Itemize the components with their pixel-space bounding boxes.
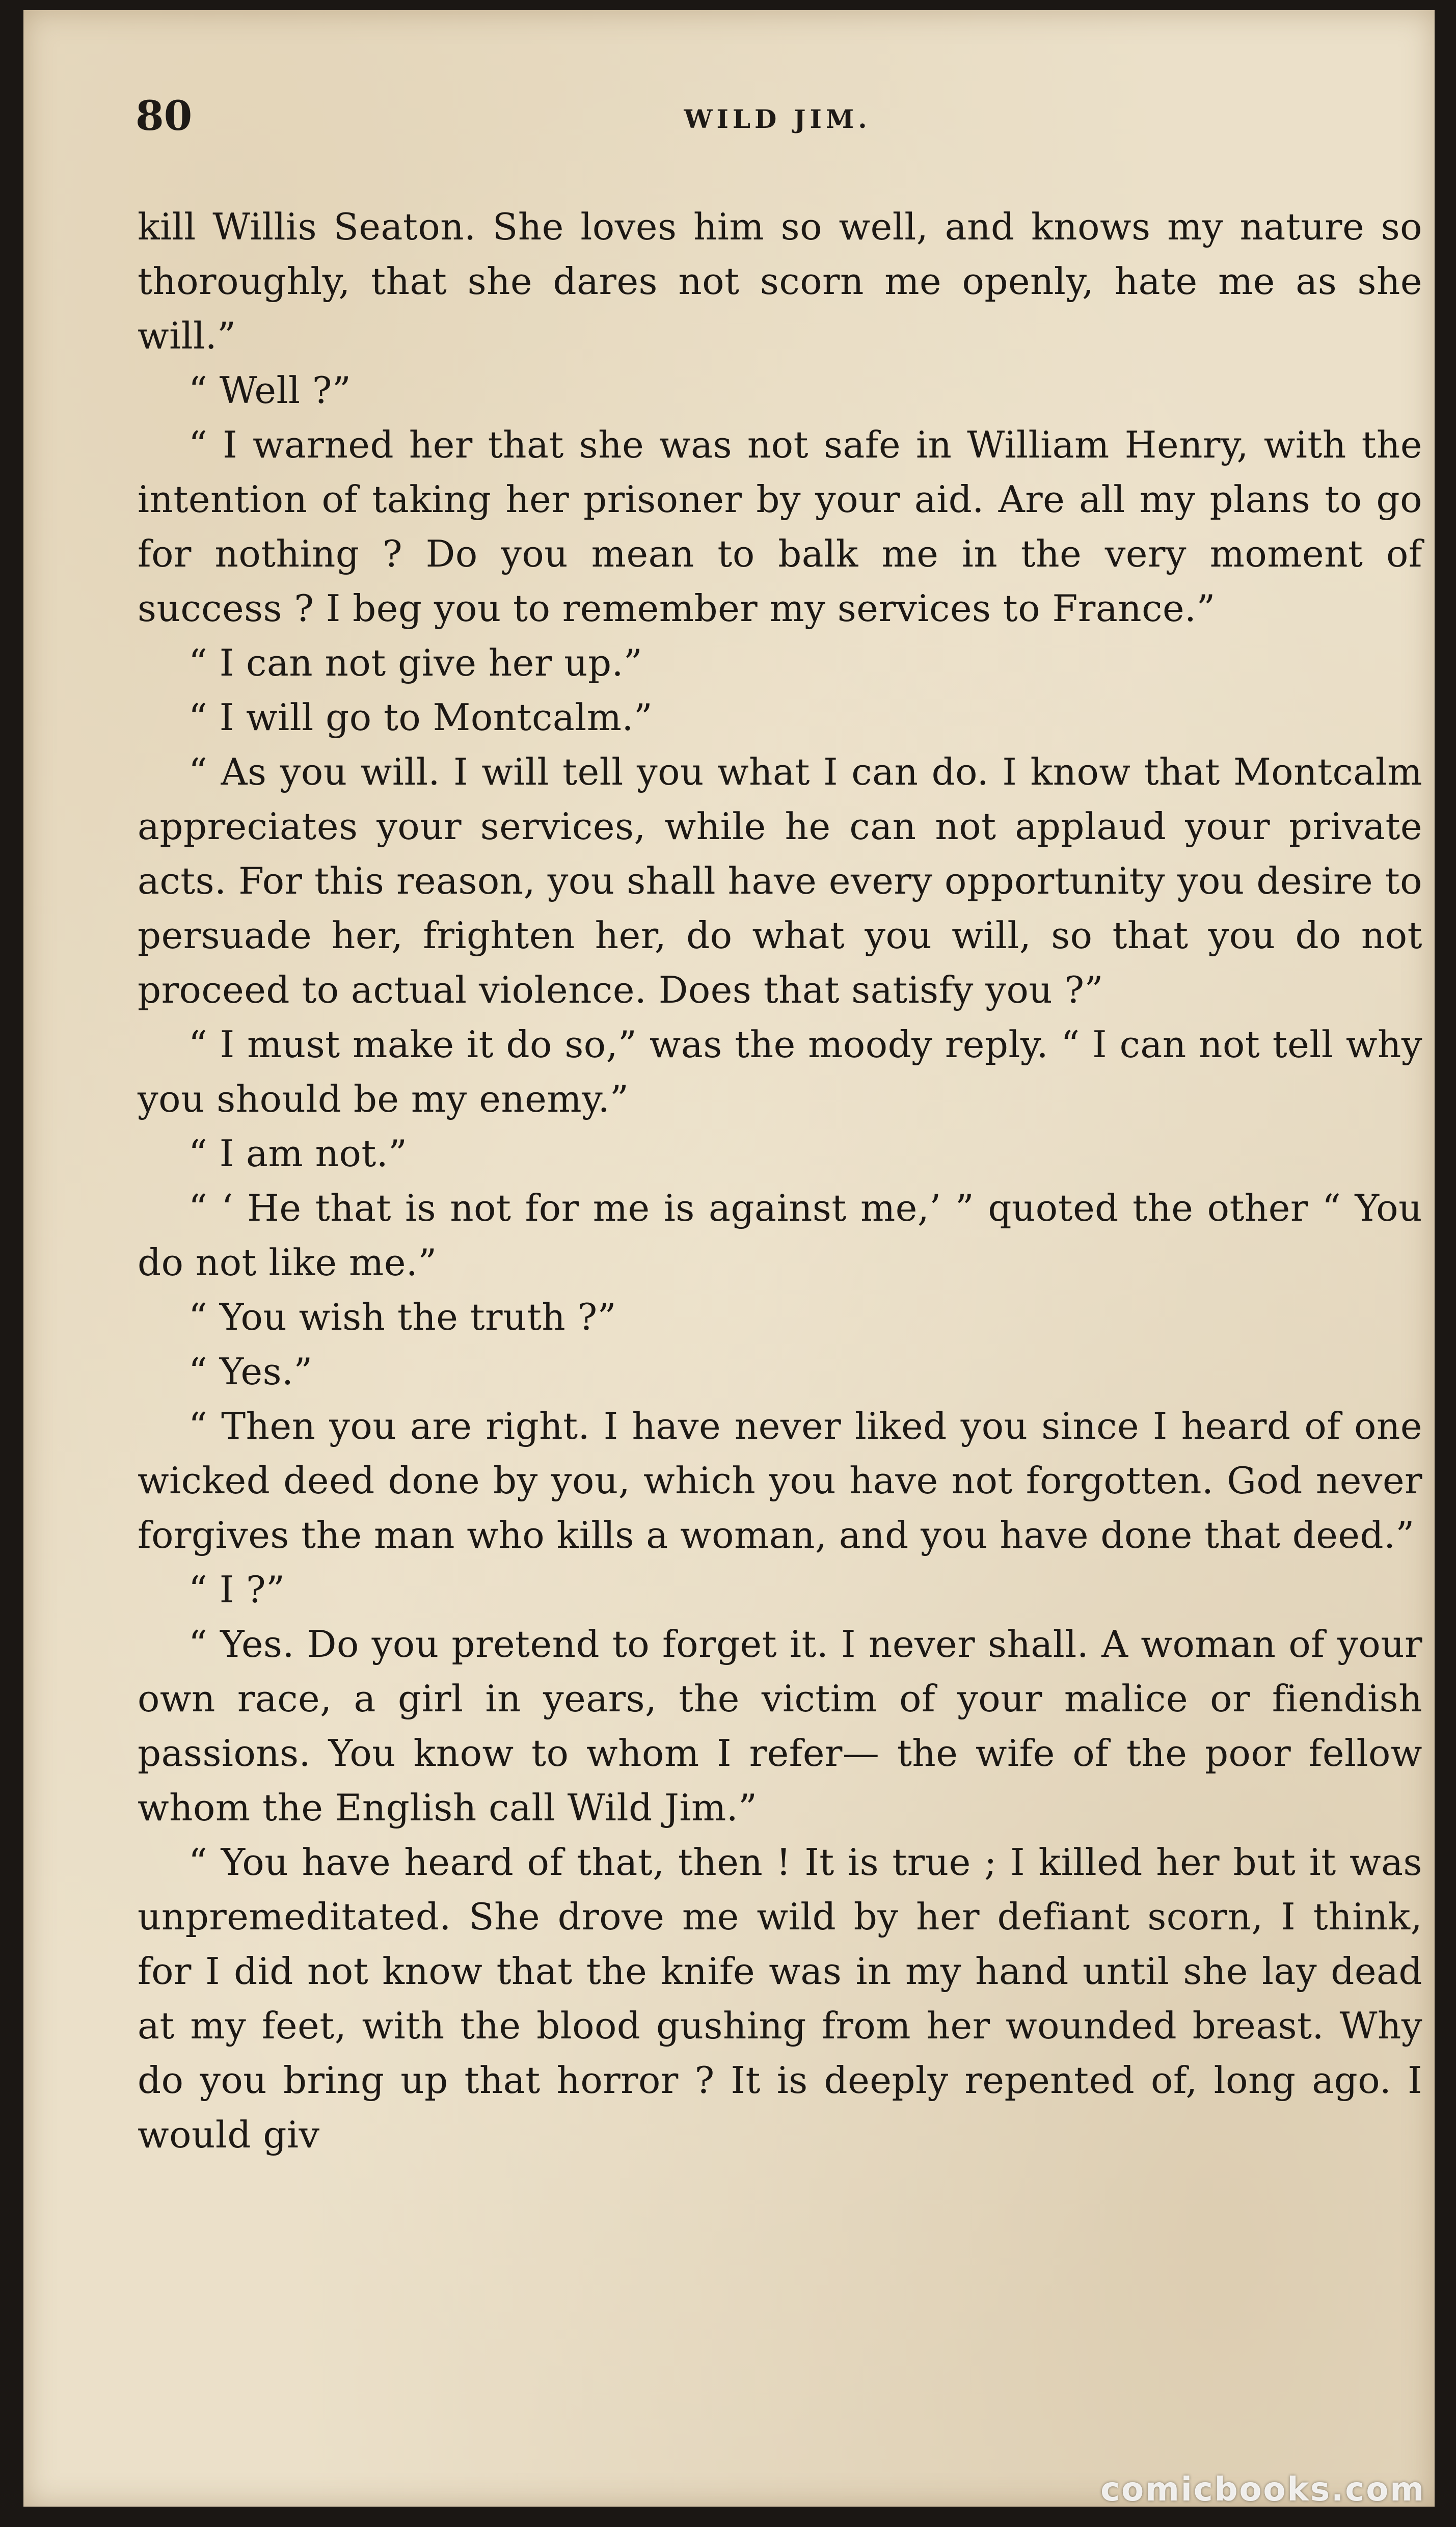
body-text bbox=[138, 200, 1422, 2162]
paragraph: “ ‘ He that is not for me is against me,’ ” quoted the other “ You do not like me.” bbox=[138, 1187, 1422, 1284]
paragraph: “ I ?” bbox=[188, 1568, 285, 1611]
site-watermark: comicbooks.com bbox=[1100, 2471, 1425, 2509]
paragraph: “ Yes.” bbox=[188, 1350, 313, 1393]
paragraph: “ As you will. I will tell you what I can do. I know that Montcalm appreciates your services, while he can not applaud your private acts. For this reason, you shall have every opportunity you desire to persuade her, frighten her, do what you will, so that you do not proceed to actual violence. Does that satisfy you ?” bbox=[138, 750, 1422, 1011]
paragraph: “ I will go to Montcalm.” bbox=[188, 696, 653, 739]
running-title: WILD JIM. bbox=[684, 104, 871, 134]
paragraph: “ Well ?” bbox=[188, 369, 352, 412]
paragraph: “ Then you are right. I have never liked you since I heard of one wicked deed done by you, which you have not forgotten. God never forgives the man who kills a woman, and you have done that deed.” bbox=[138, 1405, 1422, 1556]
paragraph: kill Willis Seaton. She loves him so well, and knows my nature so thoroughly, that she dares not scorn me openly, hate me as she will.” bbox=[138, 205, 1422, 357]
book-page bbox=[23, 10, 1435, 2507]
running-head bbox=[136, 92, 1419, 153]
page-number: 80 bbox=[136, 92, 193, 140]
paragraph: “ You have heard of that, then ! It is true ; I killed her but it was unpremeditated. She drove me wild by her defiant scorn, I think, for I did not know that the knife was in my hand until she lay dead at my feet, with the blood gushing from her wounded breast. Why do you bring up that horror ? It is deeply repented of, long ago. I would giv bbox=[138, 1841, 1422, 2156]
paragraph: “ You wish the truth ?” bbox=[188, 1296, 617, 1338]
paragraph: “ Yes. Do you pretend to forget it. I never shall. A woman of your own race, a girl in years, the victim of your malice or fiendish passions. You know to whom I refer— the wife of the poor fellow whom the English call Wild Jim.” bbox=[138, 1623, 1422, 1829]
paragraph: “ I am not.” bbox=[188, 1132, 408, 1175]
paragraph: “ I must make it do so,” was the moody reply. “ I can not tell why you should be my enemy.” bbox=[138, 1023, 1422, 1120]
paragraph: “ I warned her that she was not safe in William Henry, with the intention of taking her prisoner by your aid. Are all my plans to go for nothing ? Do you mean to balk me in the very moment of success ? I beg you to remember my services to France.” bbox=[138, 423, 1422, 630]
paragraph: “ I can not give her up.” bbox=[188, 641, 643, 684]
